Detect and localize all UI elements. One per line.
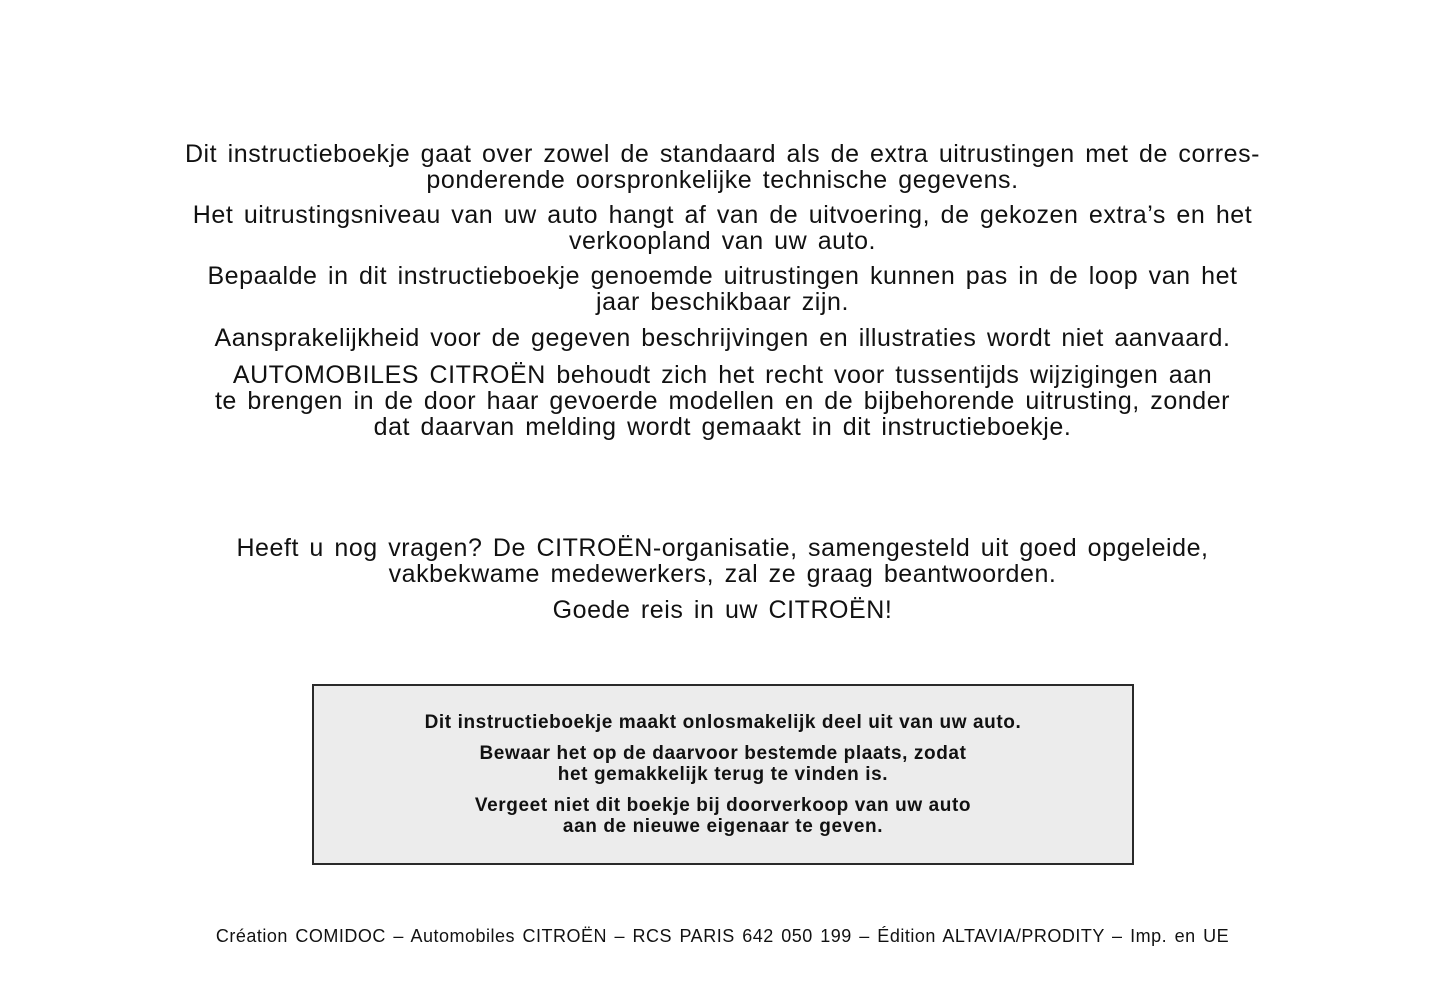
notice-box — [312, 684, 1134, 865]
intro-paragraph-availability — [100, 263, 1345, 315]
intro-paragraph-questions — [100, 535, 1345, 587]
paragraph-line: Bepaalde in dit instructieboekje genoemde uitrustingen kunnen pas in de loop van het — [207, 262, 1238, 290]
notice-text: Dit instructieboekje maakt onlosmakelijk deel uit van uw auto. — [424, 712, 1022, 733]
notice-text: Bewaar het op de daarvoor bestemde plaats, zodat — [479, 743, 967, 764]
paragraph-line: jaar beschikbaar zijn. — [596, 288, 849, 316]
paragraph-line: verkoopland van uw auto. — [568, 227, 877, 255]
paragraph-line: Goede reis in uw CITROËN! — [552, 596, 893, 624]
paragraph-line: ponderende oorspronkelijke technische gegevens. — [426, 166, 1019, 194]
intro-paragraph-scope — [100, 141, 1345, 193]
paragraph-line: Het uitrustingsniveau van uw auto hangt af van de uitvoering, de gekozen extra’s en het — [192, 201, 1253, 229]
paragraph-line: dat daarvan melding wordt gemaakt in dit instructieboekje. — [373, 413, 1072, 441]
paragraph-line: Dit instructieboekje gaat over zowel de standaard als de extra uitrustingen met de corres- — [184, 140, 1261, 168]
intro-paragraph-modifications — [100, 362, 1345, 440]
notice-line-integral-part — [314, 712, 1132, 733]
paragraph-line: AUTOMOBILES CITROËN behoudt zich het recht voor tussentijds wijzigingen aan — [232, 361, 1213, 389]
intro-paragraph-liability — [100, 325, 1345, 351]
notice-text: Vergeet niet dit boekje bij doorverkoop van uw auto — [474, 795, 972, 816]
intro-paragraph-farewell — [100, 597, 1345, 623]
intro-paragraph-equipment-level — [100, 202, 1345, 254]
notice-line-keep-in-place — [314, 743, 1132, 785]
paragraph-line: vakbekwame medewerkers, zal ze graag beantwoorden. — [388, 560, 1057, 588]
paragraph-line: Heeft u nog vragen? De CITROËN-organisatie, samengesteld uit goed opgeleide, — [236, 534, 1209, 562]
notice-text: het gemakkelijk terug te vinden is. — [557, 764, 889, 785]
publisher-footer: Création COMIDOC – Automobiles CITROËN – RCS PARIS 642 050 199 – Édition ALTAVIA/PRODITY – Imp. en UE — [215, 926, 1230, 946]
notice-text: aan de nieuwe eigenaar te geven. — [562, 816, 884, 837]
paragraph-line: Aansprakelijkheid voor de gegeven beschrijvingen en illustraties wordt niet aanvaard. — [214, 324, 1231, 352]
notice-line-pass-to-new-owner — [314, 795, 1132, 837]
paragraph-line: te brengen in de door haar gevoerde modellen en de bijbehorende uitrusting, zonder — [214, 387, 1231, 415]
